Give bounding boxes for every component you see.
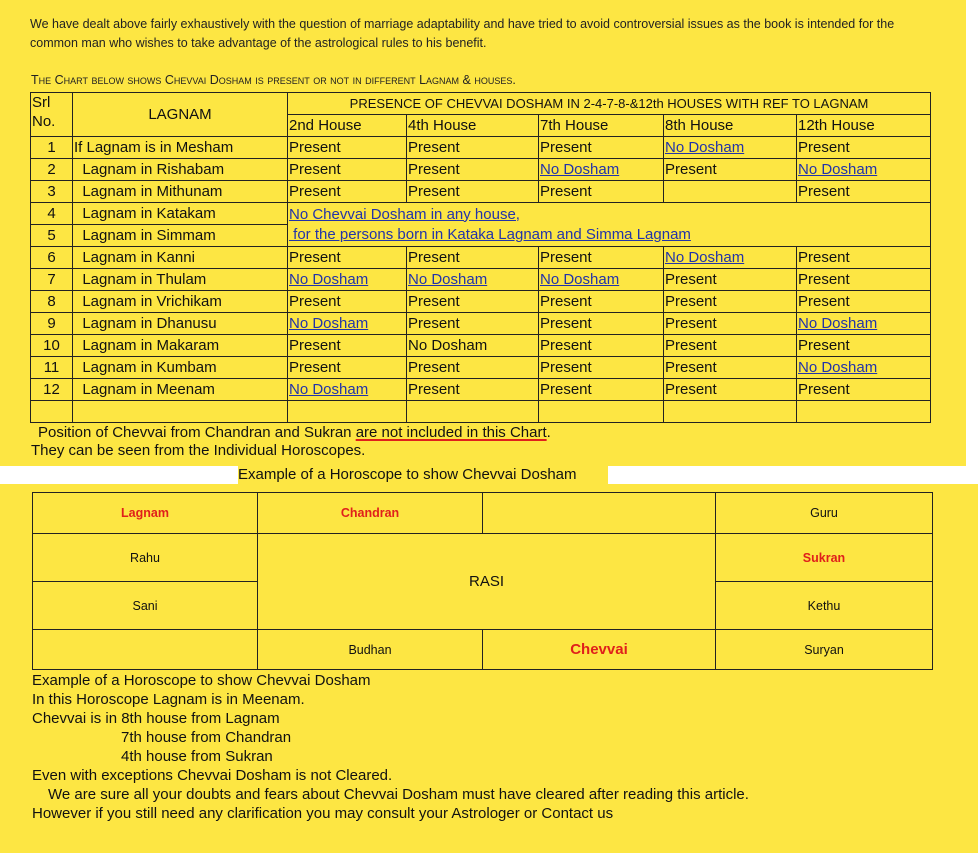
katakam-note-link-2[interactable]: for the persons born in Kataka Lagnam and Simma Lagnam	[289, 225, 691, 243]
rasi-center-label: RASI	[258, 534, 716, 630]
row-lagnam: Lagnam in Rishabam	[73, 159, 288, 181]
house-header: 2nd House	[288, 115, 407, 137]
empty-cell	[797, 401, 931, 423]
house-cell: Present	[664, 313, 797, 335]
empty-cell	[664, 401, 797, 423]
row-lagnam: Lagnam in Vrichikam	[73, 291, 288, 313]
rasi-chart	[32, 492, 933, 670]
row-number: 8	[31, 291, 73, 313]
row-lagnam: Lagnam in Mithunam	[73, 181, 288, 203]
table-row	[31, 379, 931, 401]
row-lagnam: Lagnam in Makaram	[73, 335, 288, 357]
house-cell	[664, 137, 797, 159]
row-lagnam: Lagnam in Meenam	[73, 379, 288, 401]
lagnam-header: LAGNAM	[73, 93, 288, 137]
presence-header: PRESENCE OF CHEVVAI DOSHAM IN 2-4-7-8-&12th HOUSES WITH REF TO LAGNAM	[288, 93, 931, 115]
house-cell	[797, 159, 931, 181]
explanation-line: We are sure all your doubts and fears about Chevvai Dosham must have cleared after reading this article.	[48, 786, 749, 803]
row-number: 4	[31, 203, 73, 225]
house-cell: Present	[288, 159, 407, 181]
house-cell: Present	[664, 335, 797, 357]
house-cell: Present	[539, 247, 664, 269]
house-header: 12th House	[797, 115, 931, 137]
no-dosham-link[interactable]: No Dosham	[798, 358, 878, 376]
house-header: 8th House	[664, 115, 797, 137]
house-cell: Present	[797, 379, 931, 401]
house-cell: Present	[664, 269, 797, 291]
row-number: 1	[31, 137, 73, 159]
house-cell: Present	[288, 181, 407, 203]
rasi-empty-cell	[33, 630, 258, 670]
no-dosham-link[interactable]: No Dosham	[408, 270, 488, 288]
table-row	[31, 291, 931, 313]
house-cell: Present	[407, 291, 539, 313]
empty-cell	[73, 401, 288, 423]
no-dosham-link[interactable]: No Dosham	[665, 138, 745, 156]
row-number: 11	[31, 357, 73, 379]
rasi-lagnam: Lagnam	[33, 493, 258, 534]
empty-cell	[407, 401, 539, 423]
no-dosham-link[interactable]: No Dosham	[798, 160, 878, 178]
house-cell	[407, 269, 539, 291]
house-cell: Present	[407, 159, 539, 181]
rasi-suryan: Suryan	[716, 630, 933, 670]
row-number: 6	[31, 247, 73, 269]
house-cell: Present	[407, 357, 539, 379]
house-cell	[664, 247, 797, 269]
house-cell	[288, 269, 407, 291]
row-number: 10	[31, 335, 73, 357]
table-row-empty	[31, 401, 931, 423]
row-lagnam: Lagnam in Kumbam	[73, 357, 288, 379]
house-cell: Present	[288, 137, 407, 159]
explanation-line: However if you still need any clarification you may consult your Astrologer or Contact us	[32, 805, 614, 822]
row-lagnam: Lagnam in Kanni	[73, 247, 288, 269]
row-lagnam: Lagnam in Thulam	[73, 269, 288, 291]
house-header: 4th House	[407, 115, 539, 137]
position-note-prefix: Position of Chevvai from Chandran and Sukran	[38, 424, 356, 441]
example-title: Example of a Horoscope to show Chevvai Dosham	[238, 466, 608, 484]
rasi-chandran: Chandran	[258, 493, 483, 534]
no-dosham-link[interactable]: No Dosham	[540, 270, 620, 288]
house-cell: Present	[539, 181, 664, 203]
position-note-underlined: are not included in this Chart	[355, 424, 547, 441]
table-row	[31, 269, 931, 291]
house-cell: Present	[797, 269, 931, 291]
house-cell: Present	[797, 291, 931, 313]
table-row	[31, 159, 931, 181]
house-cell: Present	[407, 137, 539, 159]
no-dosham-link[interactable]: No Dosham	[289, 314, 369, 332]
house-cell: Present	[407, 313, 539, 335]
katakam-simmam-note	[288, 203, 931, 247]
house-cell: Present	[539, 335, 664, 357]
explanation-line: 7th house from Chandran	[121, 729, 292, 746]
house-cell: Present	[539, 313, 664, 335]
row-lagnam: If Lagnam is in Mesham	[73, 137, 288, 159]
empty-cell	[288, 401, 407, 423]
house-cell: Present	[539, 357, 664, 379]
rasi-sukran: Sukran	[716, 534, 933, 582]
table-row	[31, 313, 931, 335]
explanation-line: Chevvai is in 8th house from Lagnam	[32, 710, 280, 727]
no-dosham-link[interactable]: No Dosham	[540, 160, 620, 178]
house-cell: Present	[288, 291, 407, 313]
house-cell: Present	[664, 379, 797, 401]
house-cell: Present	[797, 137, 931, 159]
house-cell: Present	[288, 335, 407, 357]
table-row	[31, 247, 931, 269]
table-row	[31, 357, 931, 379]
house-cell	[539, 269, 664, 291]
house-cell: Present	[407, 181, 539, 203]
house-cell: Present	[664, 159, 797, 181]
chart-caption: The Chart below shows Chevvai Dosham is present or not in different Lagnam & houses.	[31, 73, 516, 87]
house-cell: Present	[797, 335, 931, 357]
house-header: 7th House	[539, 115, 664, 137]
house-cell: Present	[664, 291, 797, 313]
house-cell: Present	[797, 181, 931, 203]
row-number: 9	[31, 313, 73, 335]
explanation-block	[32, 671, 749, 823]
house-cell: Present	[539, 137, 664, 159]
rasi-kethu: Kethu	[716, 582, 933, 630]
explanation-line: 4th house from Sukran	[121, 748, 273, 765]
katakam-note-link-1[interactable]: No Chevvai Dosham in any house,	[289, 205, 520, 223]
house-cell: Present	[664, 357, 797, 379]
position-note	[38, 424, 551, 441]
intro-paragraph: We have dealt above fairly exhaustively with the question of marriage adaptability and have tried to avoid controversial issues as the book is intended for the common man who wishes to take advantage of the astrological rules to his benefit.	[30, 17, 895, 50]
rasi-rahu: Rahu	[33, 534, 258, 582]
house-cell	[797, 313, 931, 335]
position-note-suffix: .	[546, 424, 551, 441]
row-number: 2	[31, 159, 73, 181]
house-cell: Present	[407, 379, 539, 401]
rasi-sani: Sani	[33, 582, 258, 630]
table-row	[31, 335, 931, 357]
house-cell: No Dosham	[407, 335, 539, 357]
position-note-line2: They can be seen from the Individual Horoscopes.	[31, 442, 366, 459]
row-number: 12	[31, 379, 73, 401]
house-cell: Present	[407, 247, 539, 269]
house-cell	[664, 181, 797, 203]
row-lagnam: Lagnam in Katakam	[73, 203, 288, 225]
no-dosham-link[interactable]: No Dosham	[289, 270, 369, 288]
dosham-table	[30, 92, 931, 423]
no-dosham-link[interactable]: No Dosham	[665, 248, 745, 266]
house-cell: Present	[288, 357, 407, 379]
row-lagnam: Lagnam in Dhanusu	[73, 313, 288, 335]
explanation-line: In this Horoscope Lagnam is in Meenam.	[32, 691, 305, 708]
house-cell	[539, 159, 664, 181]
house-cell: Present	[539, 379, 664, 401]
empty-cell	[31, 401, 73, 423]
table-row	[31, 181, 931, 203]
house-cell	[288, 313, 407, 335]
no-dosham-link[interactable]: No Dosham	[798, 314, 878, 332]
row-lagnam: Lagnam in Simmam	[73, 225, 288, 247]
table-row	[31, 137, 931, 159]
house-cell	[288, 379, 407, 401]
rasi-budhan: Budhan	[258, 630, 483, 670]
row-number: 5	[31, 225, 73, 247]
rasi-chevvai: Chevvai	[483, 630, 716, 670]
house-cell: Present	[539, 291, 664, 313]
empty-cell	[539, 401, 664, 423]
row-number: 3	[31, 181, 73, 203]
house-cell: Present	[288, 247, 407, 269]
row-number: 7	[31, 269, 73, 291]
table-row	[31, 203, 931, 225]
rasi-empty-cell	[483, 493, 716, 534]
house-cell	[797, 357, 931, 379]
no-dosham-link[interactable]: No Dosham	[289, 380, 369, 398]
explanation-line: Example of a Horoscope to show Chevvai Dosham	[32, 672, 371, 689]
explanation-line: Even with exceptions Chevvai Dosham is not Cleared.	[32, 767, 393, 784]
rasi-guru: Guru	[716, 493, 933, 534]
house-cell: Present	[797, 247, 931, 269]
srl-header: Srl No.	[31, 93, 73, 137]
